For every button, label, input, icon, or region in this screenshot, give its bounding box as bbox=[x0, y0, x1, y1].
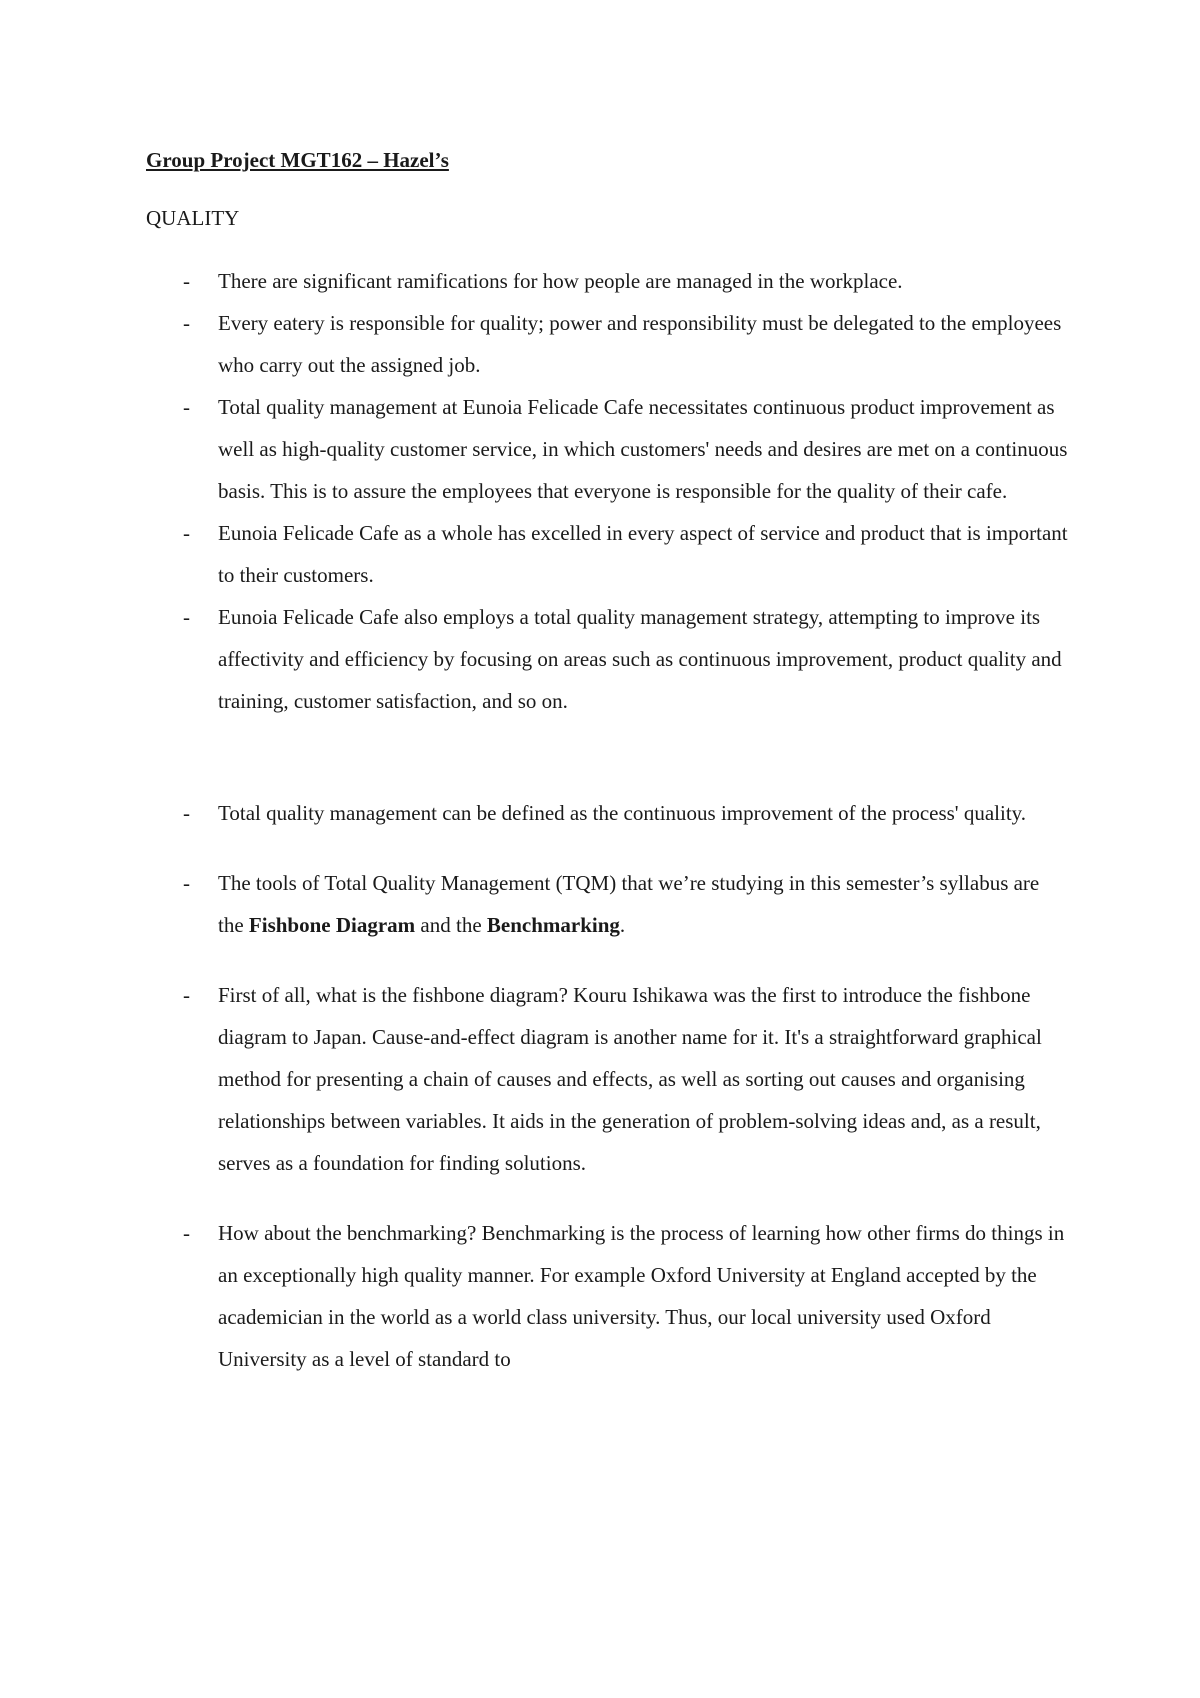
text-segment: . bbox=[619, 913, 626, 937]
bullet-marker: - bbox=[183, 871, 190, 895]
list-item bbox=[0, 512, 1200, 596]
bullet-marker: - bbox=[183, 983, 190, 1007]
bullet-marker: - bbox=[183, 801, 190, 825]
list-item-text: Total quality management at Eunoia Felicade Cafe necessitates continuous product improvement as well as high-quality customer service, in which customers' needs and desires are met on a continuous basis. This is to assure the employees that everyone is responsible for the quality of their cafe. bbox=[218, 395, 1068, 503]
list-item bbox=[0, 862, 1200, 946]
bullet-marker: - bbox=[183, 311, 190, 335]
bullet-marker: - bbox=[183, 1221, 190, 1245]
list-item bbox=[0, 596, 1200, 722]
document-title: Group Project MGT162 – Hazel’s bbox=[146, 148, 449, 172]
list-item-text: Eunoia Felicade Cafe also employs a total quality management strategy, attempting to improve its affectivity and efficiency by focusing on areas such as continuous improvement, product quality and training, customer satisfaction, and so on. bbox=[218, 605, 1062, 713]
bullet-marker: - bbox=[183, 521, 190, 545]
list-item-text: There are significant ramifications for how people are managed in the workplace. bbox=[218, 269, 903, 293]
list-item-text bbox=[218, 862, 1070, 946]
text-segment: The tools of Total Quality Management (TQM) that we’re studying in this semester’s syllabus are the bbox=[218, 871, 1040, 937]
list-item bbox=[0, 974, 1200, 1184]
list-item bbox=[0, 260, 1200, 302]
list-item bbox=[0, 1212, 1200, 1380]
text-segment: and the bbox=[415, 913, 487, 937]
bullet-marker: - bbox=[183, 605, 190, 629]
bullet-marker: - bbox=[183, 395, 190, 419]
fishbone-diagram-term: Fishbone Diagram bbox=[248, 913, 416, 937]
list-item-text: Eunoia Felicade Cafe as a whole has excelled in every aspect of service and product that is important to their customers. bbox=[218, 521, 1068, 587]
list-item bbox=[0, 386, 1200, 512]
list-item-text: How about the benchmarking? Benchmarking is the process of learning how other firms do things in an exceptionally high quality manner. For example Oxford University at England accepted by the academician in the world as a world class university. Thus, our local university used Oxford University as a level of standard to bbox=[218, 1221, 1065, 1371]
bullet-list bbox=[0, 260, 1200, 1380]
list-item bbox=[0, 792, 1200, 834]
bullet-marker: - bbox=[183, 269, 190, 293]
section-heading: QUALITY bbox=[146, 206, 240, 230]
list-item-text: Every eatery is responsible for quality; power and responsibility must be delegated to the employees who carry out the assigned job. bbox=[218, 311, 1062, 377]
list-item bbox=[0, 302, 1200, 386]
benchmarking-term: Benchmarking bbox=[486, 913, 620, 937]
list-item-text: First of all, what is the fishbone diagram? Kouru Ishikawa was the first to introduce the fishbone diagram to Japan. Cause-and-effect diagram is another name for it. It's a straightforward graphical method for presenting a chain of causes and effects, as well as sorting out causes and organising relationships between variables. It aids in the generation of problem-solving ideas and, as a result, serves as a foundation for finding solutions. bbox=[218, 983, 1042, 1175]
list-item-text: Total quality management can be defined as the continuous improvement of the process' quality. bbox=[218, 801, 1027, 825]
